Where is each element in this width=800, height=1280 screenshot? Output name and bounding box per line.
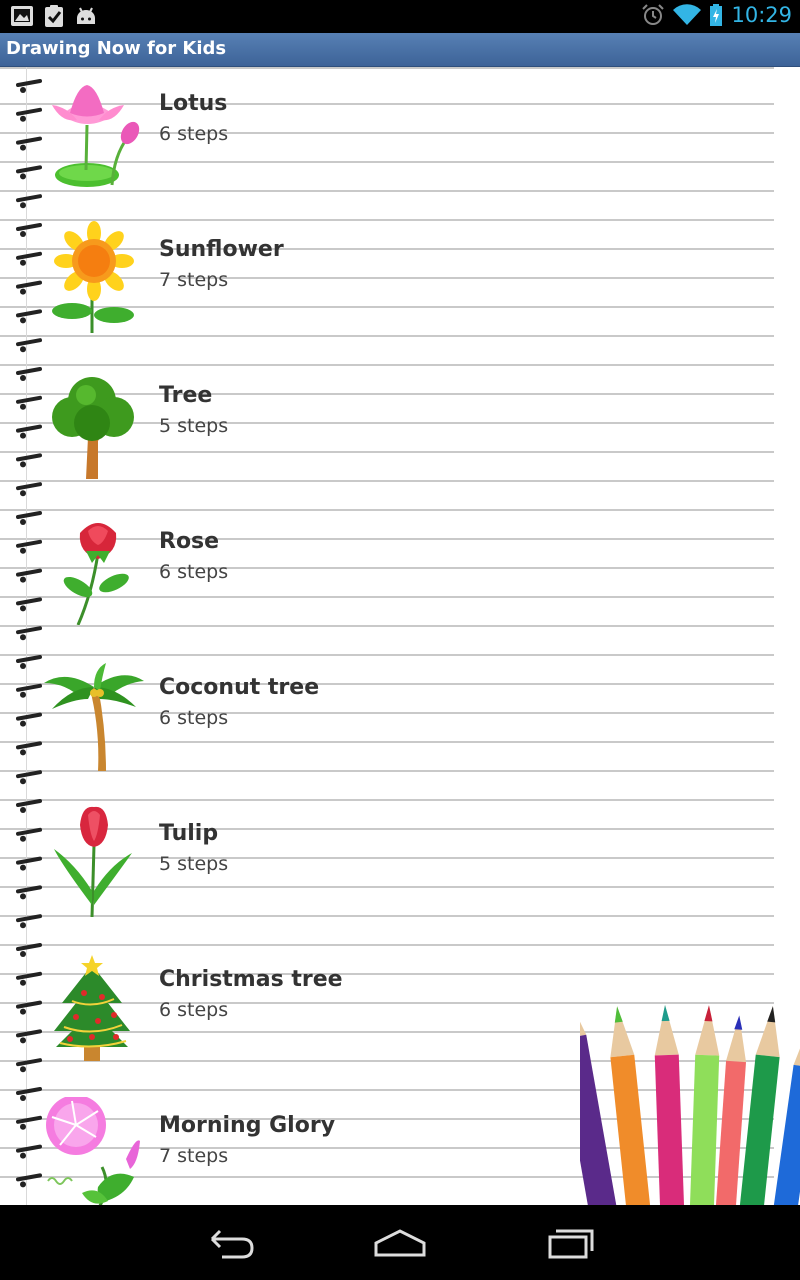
app-title-bar <box>0 33 800 67</box>
item-steps: 6 steps <box>159 561 229 583</box>
item-steps: 6 steps <box>159 999 229 1021</box>
clipboard-check-icon <box>42 4 66 28</box>
item-steps: 5 steps <box>159 415 229 437</box>
item-name: Coconut tree <box>159 675 320 700</box>
list-item-rose[interactable] <box>0 505 770 651</box>
morning-glory-icon <box>42 1097 146 1205</box>
item-name: Sunflower <box>159 237 284 262</box>
item-name: Rose <box>159 529 220 554</box>
tree-icon <box>42 367 146 479</box>
item-steps: 7 steps <box>159 269 229 291</box>
item-steps: 6 steps <box>159 707 229 729</box>
list-item-tulip[interactable] <box>0 797 770 943</box>
list-item-sunflower[interactable] <box>0 213 770 359</box>
battery-charging-icon <box>709 3 723 27</box>
rose-icon <box>42 513 146 625</box>
status-bar <box>0 0 800 33</box>
recent-apps-icon[interactable] <box>540 1225 600 1261</box>
item-name: Lotus <box>159 91 228 116</box>
home-icon[interactable] <box>370 1225 430 1261</box>
christmas-tree-icon <box>42 951 146 1063</box>
list-item-tree[interactable] <box>0 359 770 505</box>
drawing-list-container[interactable] <box>0 67 800 1205</box>
navigation-bar <box>0 1205 800 1280</box>
back-icon[interactable] <box>200 1225 260 1261</box>
clock: 10:29 <box>731 3 792 27</box>
list-item-lotus[interactable] <box>0 67 770 213</box>
item-name: Christmas tree <box>159 967 343 992</box>
lotus-icon <box>42 75 146 187</box>
item-steps: 7 steps <box>159 1145 229 1167</box>
app-title: Drawing Now for Kids <box>6 38 227 59</box>
image-icon <box>10 4 34 28</box>
sunflower-icon <box>42 221 146 333</box>
item-steps: 5 steps <box>159 853 229 875</box>
item-name: Morning Glory <box>159 1113 336 1138</box>
list-item-coconut-tree[interactable] <box>0 651 770 797</box>
android-icon <box>74 4 98 28</box>
wifi-icon <box>673 3 701 27</box>
item-steps: 6 steps <box>159 123 229 145</box>
tulip-icon <box>42 805 146 917</box>
colored-pencils-decoration <box>580 975 800 1205</box>
item-name: Tulip <box>159 821 219 846</box>
coconut-tree-icon <box>42 659 146 771</box>
item-name: Tree <box>159 383 213 408</box>
alarm-icon <box>641 3 665 27</box>
